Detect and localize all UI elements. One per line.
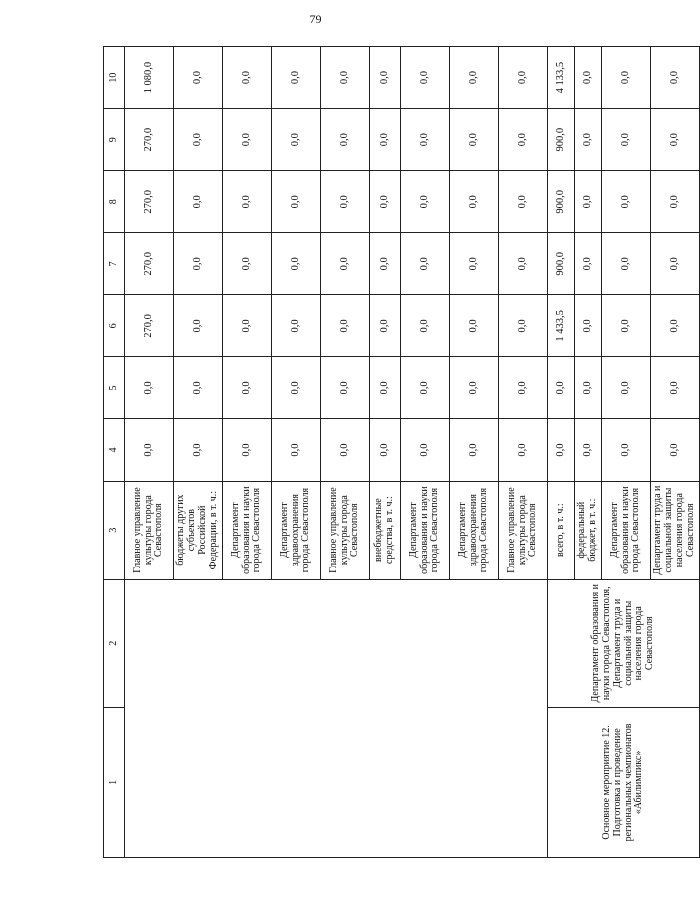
value-cell: 0,0 [370, 171, 401, 233]
value-cell: 0,0 [450, 109, 499, 171]
value-cell: 0,0 [575, 419, 602, 481]
value-cell: 0,0 [575, 357, 602, 419]
value-cell: 0,0 [223, 171, 272, 233]
value-cell: 0,0 [651, 171, 700, 233]
value-cell: 0,0 [370, 47, 401, 109]
value-cell: 0,0 [548, 419, 575, 481]
value-cell: 0,0 [575, 295, 602, 357]
value-cell: 0,0 [450, 171, 499, 233]
value-cell: 1 433,5 [548, 295, 575, 357]
funding-source-cell: Главное управление культуры города Севастополя [499, 481, 548, 579]
value-cell: 0,0 [602, 419, 651, 481]
value-cell: 0,0 [125, 357, 174, 419]
value-cell: 0,0 [272, 295, 321, 357]
value-cell: 0,0 [450, 357, 499, 419]
budget-table [103, 46, 700, 858]
value-cell: 0,0 [401, 109, 450, 171]
value-cell: 0,0 [174, 295, 223, 357]
value-cell: 0,0 [272, 109, 321, 171]
value-cell: 0,0 [499, 295, 548, 357]
funding-source-cell: федеральный бюджет, в т. ч.: [575, 481, 602, 579]
value-cell: 0,0 [602, 109, 651, 171]
header-cell: 10 [104, 47, 125, 109]
value-cell: 0,0 [450, 419, 499, 481]
value-cell: 0,0 [272, 357, 321, 419]
value-cell: 0,0 [651, 233, 700, 295]
value-cell: 0,0 [174, 419, 223, 481]
value-cell: 0,0 [575, 233, 602, 295]
value-cell: 0,0 [223, 109, 272, 171]
header-cell: 8 [104, 171, 125, 233]
value-cell: 0,0 [223, 295, 272, 357]
value-cell: 0,0 [223, 357, 272, 419]
value-cell: 0,0 [272, 47, 321, 109]
value-cell: 270,0 [125, 171, 174, 233]
value-cell: 0,0 [651, 419, 700, 481]
funding-source-cell: внебюджетные средства, в т. ч.: [370, 481, 401, 579]
value-cell: 0,0 [548, 357, 575, 419]
value-cell: 0,0 [174, 171, 223, 233]
value-cell: 0,0 [651, 357, 700, 419]
value-cell: 0,0 [450, 47, 499, 109]
value-cell: 0,0 [370, 109, 401, 171]
value-cell: 0,0 [499, 233, 548, 295]
measure-title-cell: Основное мероприятие 12. Подготовка и проведение региональных чемпионатов «Абилимпикс» [548, 707, 700, 857]
rotated-table-frame [103, 46, 696, 858]
value-cell: 0,0 [370, 357, 401, 419]
value-cell: 900,0 [548, 171, 575, 233]
header-cell: 2 [104, 579, 125, 707]
value-cell: 0,0 [223, 47, 272, 109]
value-cell: 0,0 [272, 171, 321, 233]
value-cell: 0,0 [370, 295, 401, 357]
header-cell: 6 [104, 295, 125, 357]
value-cell: 0,0 [272, 233, 321, 295]
value-cell: 0,0 [651, 109, 700, 171]
funding-source-cell: Департамент образования и науки города Севастополя [602, 481, 651, 579]
header-row [104, 47, 125, 858]
value-cell: 0,0 [370, 233, 401, 295]
value-cell: 0,0 [651, 295, 700, 357]
funding-source-cell: Департамент труда и социальной защиты населения города Севастополя [651, 481, 700, 579]
value-cell: 0,0 [499, 419, 548, 481]
value-cell: 270,0 [125, 109, 174, 171]
value-cell: 900,0 [548, 233, 575, 295]
value-cell: 0,0 [575, 171, 602, 233]
value-cell: 0,0 [174, 47, 223, 109]
value-cell: 0,0 [321, 233, 370, 295]
value-cell: 0,0 [321, 295, 370, 357]
value-cell: 0,0 [223, 419, 272, 481]
value-cell: 0,0 [401, 295, 450, 357]
value-cell: 0,0 [450, 295, 499, 357]
value-cell: 0,0 [401, 47, 450, 109]
value-cell: 0,0 [499, 357, 548, 419]
funding-source-cell: Департамент здравоохранения города Севастополя [272, 481, 321, 579]
header-cell: 9 [104, 109, 125, 171]
value-cell: 0,0 [321, 109, 370, 171]
header-cell: 7 [104, 233, 125, 295]
value-cell: 0,0 [499, 171, 548, 233]
value-cell: 0,0 [602, 47, 651, 109]
value-cell: 0,0 [602, 233, 651, 295]
value-cell: 4 133,5 [548, 47, 575, 109]
funding-source-cell: Департамент образования и науки города Севастополя [223, 481, 272, 579]
value-cell: 0,0 [125, 419, 174, 481]
value-cell: 0,0 [272, 419, 321, 481]
value-cell: 0,0 [602, 171, 651, 233]
page-number: 79 [309, 12, 322, 26]
value-cell: 0,0 [321, 47, 370, 109]
header-cell: 1 [104, 707, 125, 857]
value-cell: 0,0 [174, 109, 223, 171]
funding-source-cell: Главное управление культуры города Севастополя [321, 481, 370, 579]
header-cell: 4 [104, 419, 125, 481]
funding-source-cell: всего, в т. ч.: [548, 481, 575, 579]
header-cell: 5 [104, 357, 125, 419]
funding-source-cell: Департамент образования и науки города Севастополя [401, 481, 450, 579]
value-cell: 900,0 [548, 109, 575, 171]
value-cell: 0,0 [321, 357, 370, 419]
value-cell: 0,0 [321, 171, 370, 233]
value-cell: 0,0 [575, 47, 602, 109]
value-cell: 0,0 [499, 47, 548, 109]
value-cell: 1 080,0 [125, 47, 174, 109]
value-cell: 0,0 [602, 295, 651, 357]
value-cell: 0,0 [174, 233, 223, 295]
value-cell: 270,0 [125, 233, 174, 295]
value-cell: 0,0 [370, 419, 401, 481]
value-cell: 0,0 [602, 357, 651, 419]
value-cell: 270,0 [125, 295, 174, 357]
value-cell: 0,0 [575, 109, 602, 171]
value-cell: 0,0 [223, 233, 272, 295]
value-cell: 0,0 [321, 419, 370, 481]
value-cell: 0,0 [401, 357, 450, 419]
value-cell: 0,0 [401, 233, 450, 295]
header-cell: 3 [104, 481, 125, 579]
funding-source-cell: Главное управление культуры города Севастополя [125, 481, 174, 579]
funding-source-cell: бюджеты других субъектов Российской Федерации, в т. ч.: [174, 481, 223, 579]
table-row [125, 47, 174, 858]
value-cell: 0,0 [450, 233, 499, 295]
value-cell: 0,0 [401, 171, 450, 233]
value-cell: 0,0 [651, 47, 700, 109]
responsible-executors-cell: Департамент образования и науки города Севастополя, Департамент труда и социальной защиты населения города Севастополя [548, 579, 700, 707]
funding-source-cell: Департамент здравоохранения города Севастополя [450, 481, 499, 579]
value-cell: 0,0 [401, 419, 450, 481]
value-cell: 0,0 [499, 109, 548, 171]
table-row [548, 47, 575, 858]
col1-empty-cell [125, 579, 548, 857]
value-cell: 0,0 [174, 357, 223, 419]
